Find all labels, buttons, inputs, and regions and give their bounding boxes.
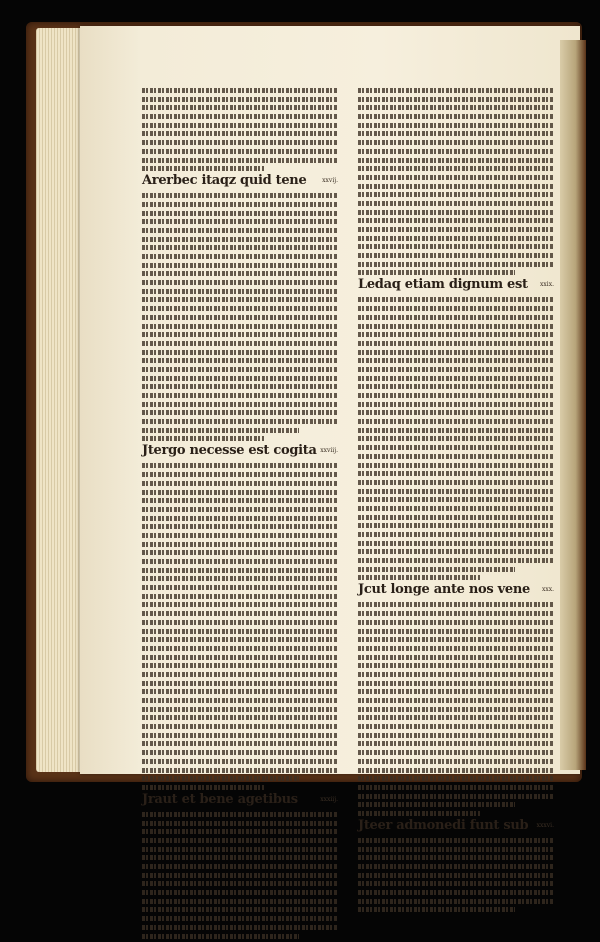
section-heading: Arerbec itaqz quid tene xxvij. <box>142 173 338 189</box>
section-heading: Jtergo necesse est cogita xxviij. <box>142 443 338 459</box>
book-gutter <box>560 40 586 770</box>
right-text-column <box>358 88 554 916</box>
section-heading: Jcut longe ante nos vene xxx. <box>358 582 554 598</box>
left-text-column <box>142 88 338 942</box>
section-heading: Ledaq etiam dignum est xxix. <box>358 277 554 293</box>
section-heading: Jteer admonedi funt sub xxxvi. <box>358 817 554 833</box>
section-heading: Jraut et bene agetibus xxxiij. <box>142 791 338 807</box>
